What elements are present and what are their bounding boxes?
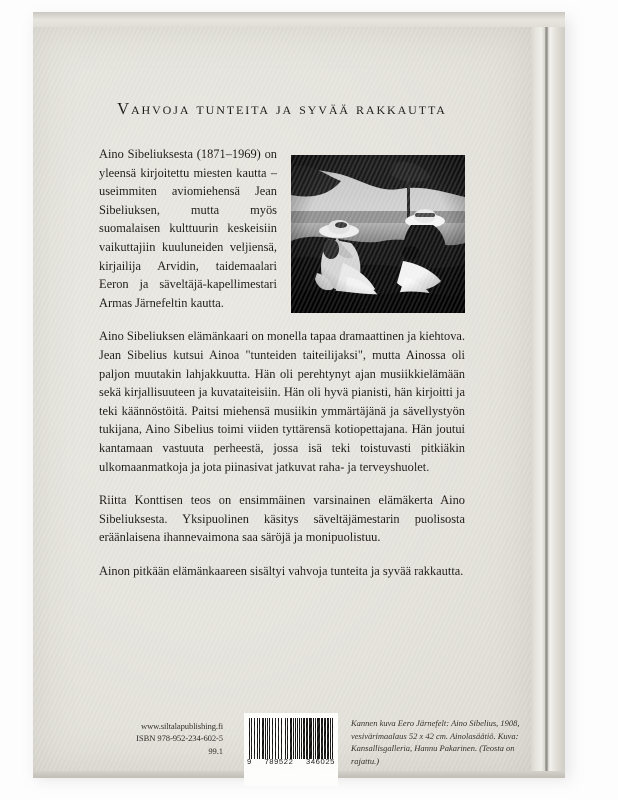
- barcode-group-one: 789522: [264, 757, 294, 766]
- barcode-bar: [254, 718, 255, 759]
- classification-code: 99.1: [208, 745, 223, 756]
- cover-image-credit: Kannen kuva Eero Järnefelt: Aino Sibelius, 1908, vesivärimaalaus 52 x 42 cm. Ainolasäätiö. Kuva: Kansallisgalleria, Hannu Pakarinen. (Teosta on rajattu.): [351, 718, 520, 766]
- book: [33, 12, 565, 778]
- barcode-bar: [272, 718, 273, 759]
- barcode-bar: [299, 718, 300, 759]
- barcode-bar: [293, 718, 294, 759]
- photograph-artwork: [291, 155, 465, 313]
- book-spine-side: [531, 27, 565, 771]
- barcode-bar: [315, 718, 316, 759]
- blurb-paragraph-1: Aino Sibeliuksesta (1871–1969) on yleensä kirjoitettu miesten kautta – useimmiten aviomiehensä Jean Sibeliuksen, mutta myös suomalaisen kulttuurin keskeisiin vaikuttajiin kuuluneiden veljiensä, kirjailija Arvidin, taidemaalari Eeron ja säveltäjä-kapellimestari Armas Järnefeltin kautta.: [99, 147, 277, 310]
- barcode-bar: [251, 718, 252, 759]
- barcode-bar: [327, 718, 329, 759]
- barcode-bars: [249, 718, 333, 759]
- barcode-bar: [249, 718, 250, 759]
- barcode-bar: [321, 718, 323, 759]
- barcode-bar: [269, 718, 270, 759]
- barcode-bar: [275, 718, 276, 759]
- barcode-bar: [313, 718, 314, 759]
- barcode-bar: [281, 718, 282, 759]
- barcode-bar: [259, 718, 260, 759]
- barcode-bar: [324, 718, 326, 759]
- barcode-bar: [303, 718, 305, 759]
- barcode-bar: [317, 718, 319, 759]
- back-cover-face: [33, 27, 531, 771]
- blurb-paragraph-2: Aino Sibeliuksen elämänkaari on monella tapaa dramaattinen ja kiehtova. Jean Sibelius kutsui Ainoa "tunteiden taiteilijaksi", mutta Ainossa oli paljon muutakin lahjakkuutta. Hän oli perehtynyt ajan musiikkielämään sekä kirjallisuuteen ja kuvataiteisiin. Hän oli hyvä pianisti, hän kirjoitti ja teki käännöstöitä. Paitsi miehensä musiikin ymmärtäjänä ja sävellystyön tukijana, Aino Sibelius toimi viiden tyttärensä kotiopettajana. Hän joutui kantamaan vastuuta perheestä, jossa isä teki toistuvasti pitkiäkin ulkomaanmatkoja ja jota piinasivat jatkuvat raha- ja terveyshuolet.: [99, 329, 465, 474]
- barcode-bar: [262, 718, 263, 759]
- cover-photograph: [291, 155, 465, 313]
- barcode-bar: [267, 718, 268, 759]
- barcode-bar: [278, 718, 279, 759]
- barcode-bar: [332, 718, 333, 759]
- blurb-content: [99, 99, 465, 580]
- isbn-text: ISBN 978-952-234-602-5: [136, 733, 223, 744]
- publisher-website[interactable]: www.siltalapublishing.fi: [140, 721, 223, 731]
- barcode-bar: [309, 718, 312, 759]
- spine-hinge-groove: [545, 27, 548, 771]
- barcode-digits: [247, 757, 335, 766]
- cover-footer: [33, 715, 531, 786]
- barcode-bar: [301, 718, 302, 759]
- barcode-bar: [306, 718, 308, 759]
- barcode-bar: [285, 718, 286, 759]
- imprint-block: [99, 720, 223, 757]
- barcode-bar: [330, 718, 331, 759]
- barcode-bar: [265, 718, 266, 759]
- blurb-paragraph-4: Ainon pitkään elämänkaareen sisältyi vahvoja tunteita ja syvää rakkautta.: [99, 563, 464, 578]
- barcode: [244, 713, 338, 786]
- barcode-bar: [295, 718, 296, 759]
- barcode-bar: [290, 718, 291, 759]
- blurb-paragraph-3: Riitta Konttisen teos on ensimmäinen varsinainen elämäkerta Aino Sibeliuksesta. Yksipuolinen käsitys säveltäjämestarin puolisosta eräänlaisena ihannevaimona saa säröjä ja monipuolistuu.: [99, 493, 465, 545]
- barcode-bar: [257, 718, 258, 759]
- page-title: Vahvoja tunteita ja syvää rakkautta: [117, 99, 447, 118]
- barcode-bar: [287, 718, 288, 759]
- barcode-group-two: 346025: [306, 757, 335, 766]
- barcode-bar: [297, 718, 298, 759]
- barcode-left-digit: 9: [247, 757, 252, 766]
